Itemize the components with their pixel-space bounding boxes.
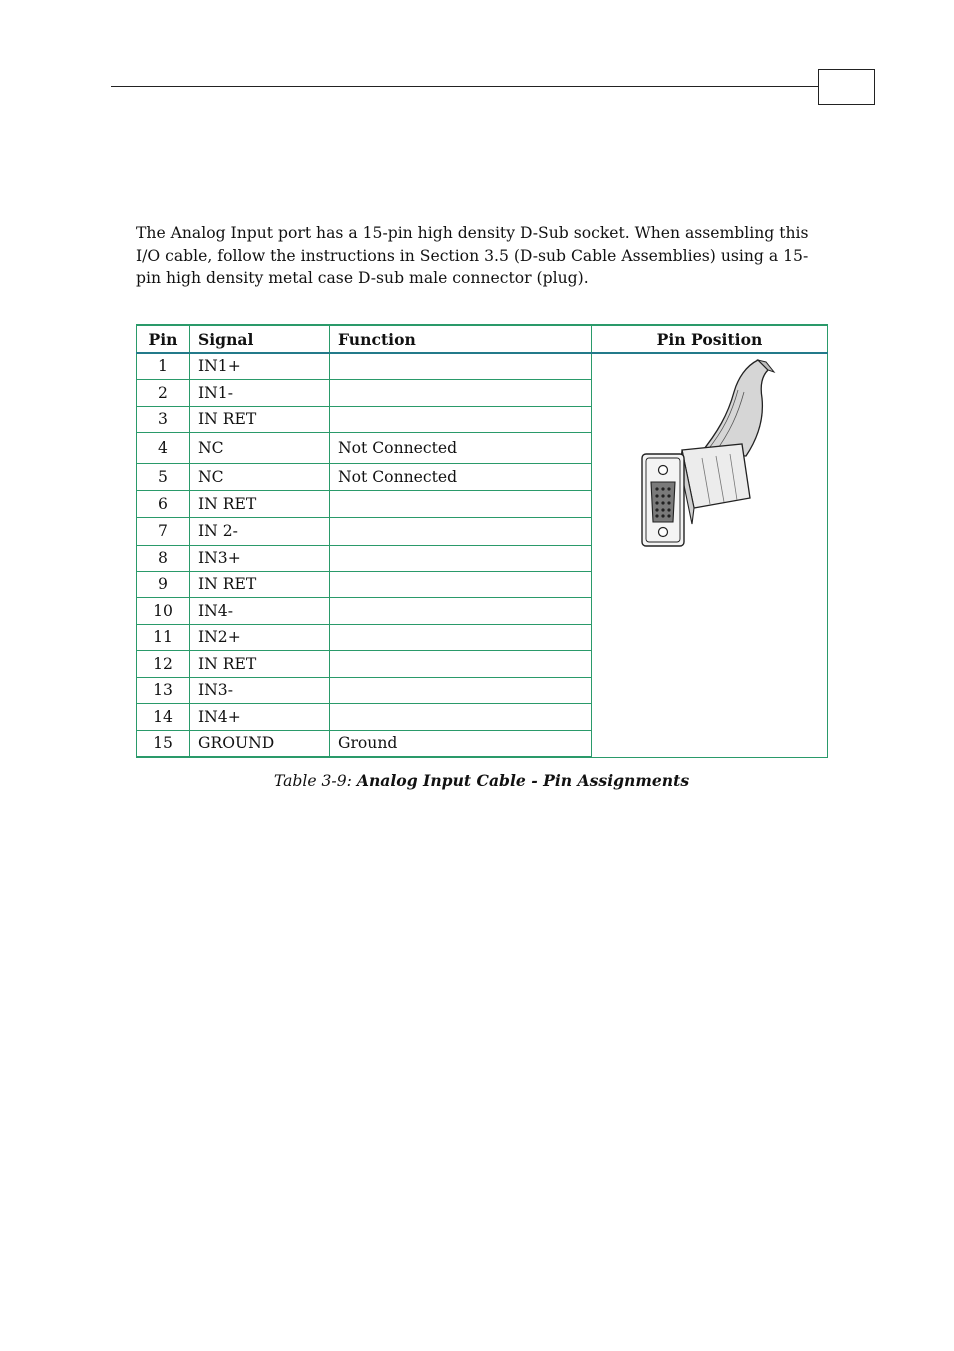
- table-row: [137, 353, 828, 379]
- row-signal: IN1+: [190, 353, 330, 379]
- row-pin: 2: [137, 379, 190, 406]
- row-pin: 11: [137, 624, 190, 650]
- row-function: [330, 379, 592, 406]
- row-function: [330, 571, 592, 597]
- row-signal: IN2+: [190, 624, 330, 650]
- row-function: [330, 650, 592, 677]
- dsub-connector-illustration: [634, 358, 784, 548]
- row-pin: 9: [137, 571, 190, 597]
- row-function: [330, 597, 592, 624]
- row-signal: IN1-: [190, 379, 330, 406]
- row-signal: IN3+: [190, 545, 330, 571]
- row-pin: 1: [137, 353, 190, 379]
- row-function: [330, 677, 592, 703]
- row-function: [330, 517, 592, 545]
- row-pin: 12: [137, 650, 190, 677]
- caption-prefix: Table 3-9:: [273, 772, 357, 790]
- pin-position-cell: [592, 353, 828, 757]
- row-signal: IN4+: [190, 703, 330, 730]
- row-function: Ground: [330, 730, 592, 757]
- pin-assignment-table: [136, 324, 828, 758]
- row-signal: IN RET: [190, 490, 330, 517]
- row-pin: 3: [137, 406, 190, 432]
- row-function: [330, 490, 592, 517]
- row-pin: 14: [137, 703, 190, 730]
- header-rule: [111, 86, 819, 87]
- row-function: Not Connected: [330, 463, 592, 490]
- row-pin: 13: [137, 677, 190, 703]
- row-function: Not Connected: [330, 432, 592, 463]
- row-pin: 8: [137, 545, 190, 571]
- row-signal: GROUND: [190, 730, 330, 757]
- table-caption: [136, 771, 827, 790]
- header-pin-position: Pin Position: [592, 325, 828, 353]
- row-pin: 7: [137, 517, 190, 545]
- row-pin: 15: [137, 730, 190, 757]
- header-pin: Pin: [137, 325, 190, 353]
- row-pin: 5: [137, 463, 190, 490]
- row-signal: IN RET: [190, 650, 330, 677]
- table-header-row: [137, 325, 828, 353]
- row-pin: 6: [137, 490, 190, 517]
- row-function: [330, 703, 592, 730]
- header-function: Function: [330, 325, 592, 353]
- row-signal: IN4-: [190, 597, 330, 624]
- header-signal: Signal: [190, 325, 330, 353]
- page-number-box: [818, 69, 875, 105]
- row-signal: IN 2-: [190, 517, 330, 545]
- row-signal: IN RET: [190, 571, 330, 597]
- caption-title: Analog Input Cable - Pin Assignments: [356, 771, 690, 790]
- row-pin: 10: [137, 597, 190, 624]
- row-signal: IN3-: [190, 677, 330, 703]
- row-pin: 4: [137, 432, 190, 463]
- row-function: [330, 624, 592, 650]
- intro-paragraph: The Analog Input port has a 15-pin high density D-Sub socket. When assembling this I/O cable, follow the instructions in Section 3.5 (D-sub Cable Assemblies) using a 15-pin high density metal case D-sub male connector (plug).: [136, 224, 809, 287]
- row-signal: NC: [190, 432, 330, 463]
- row-function: [330, 406, 592, 432]
- row-function: [330, 353, 592, 379]
- row-function: [330, 545, 592, 571]
- row-signal: NC: [190, 463, 330, 490]
- row-signal: IN RET: [190, 406, 330, 432]
